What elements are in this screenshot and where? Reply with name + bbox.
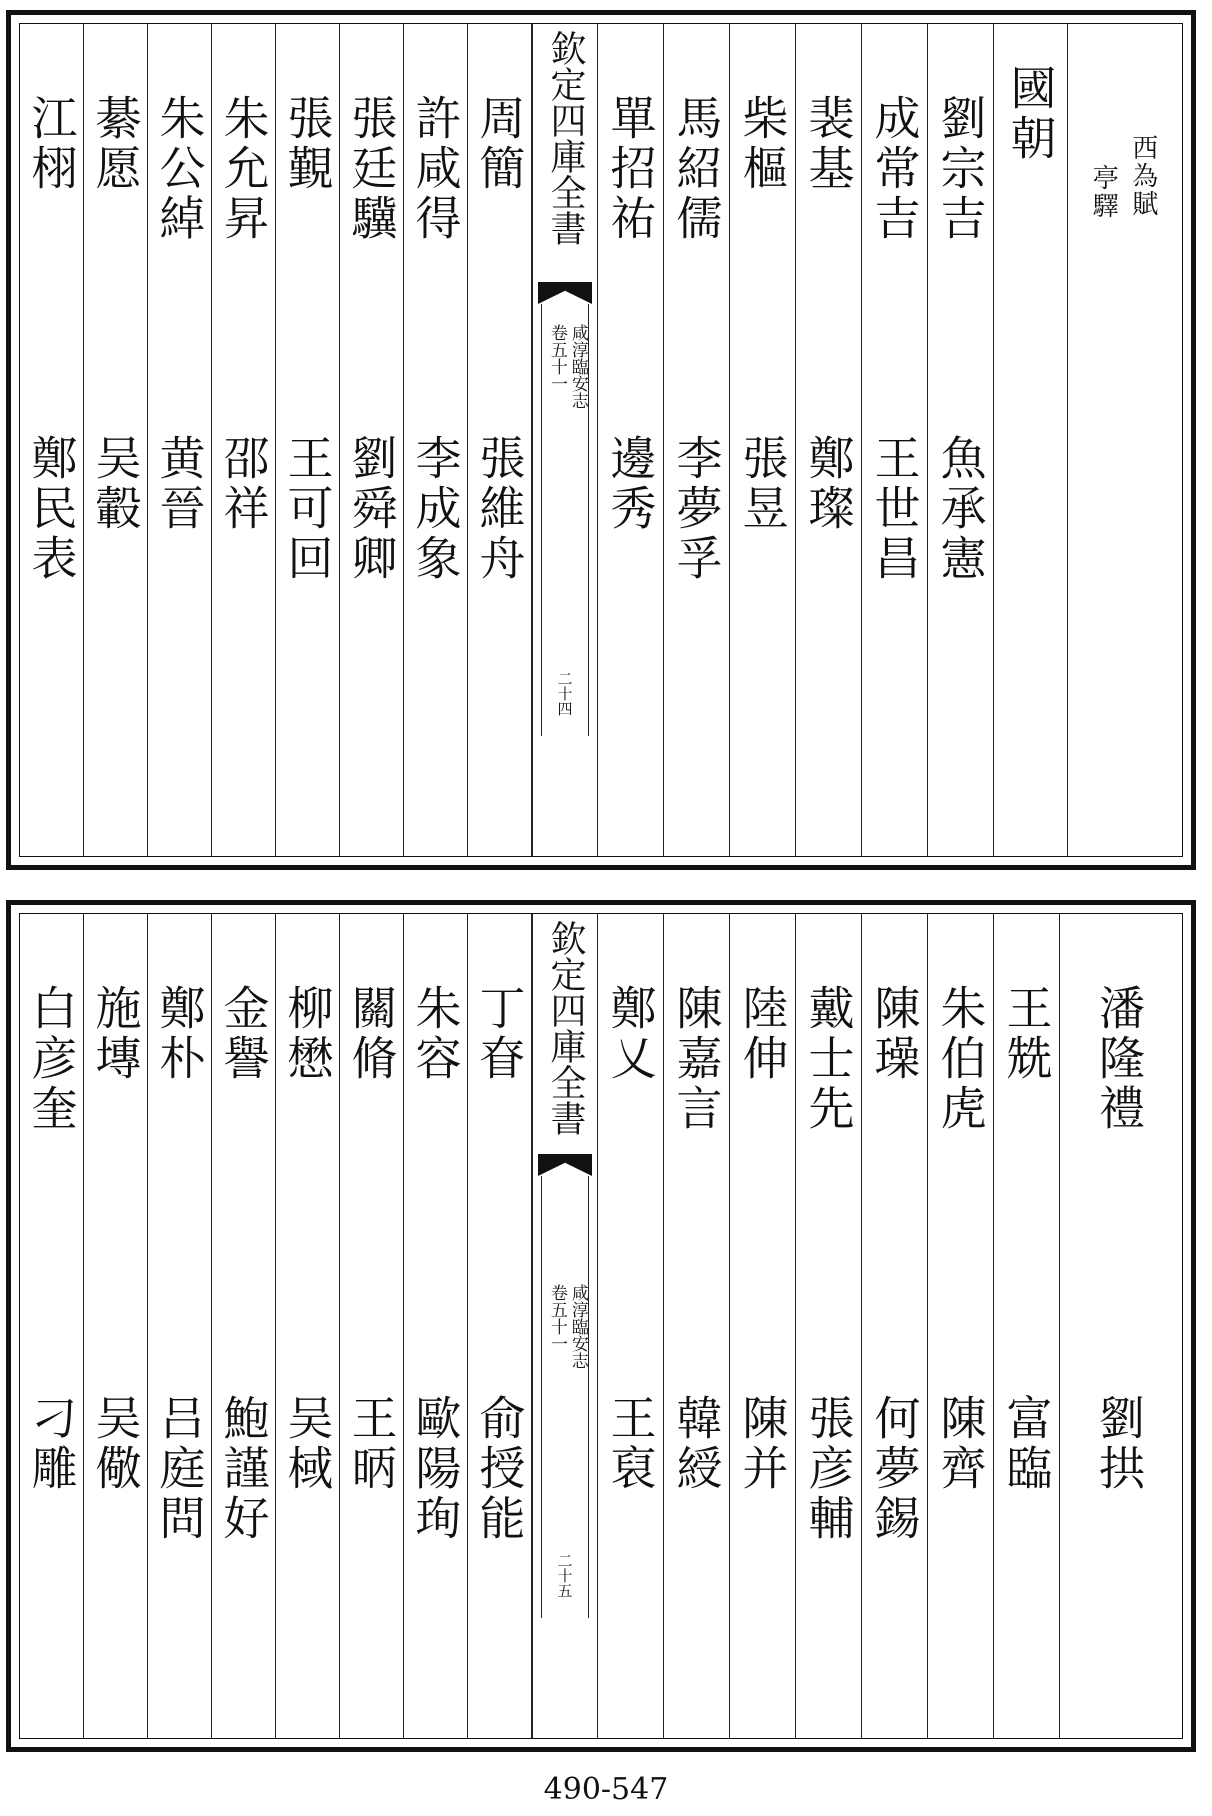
- name-column: [404, 914, 468, 1738]
- name-upper: 綦愿: [88, 94, 143, 194]
- name-upper: 丁眘: [472, 984, 527, 1084]
- name-lower: 張維舟: [472, 434, 527, 584]
- name-lower: 陳并: [735, 1394, 790, 1494]
- name-lower: 何夢錫: [867, 1394, 922, 1544]
- name-upper: 朱容: [408, 984, 463, 1084]
- name-column: [994, 914, 1060, 1738]
- name-upper: 關脩: [344, 984, 399, 1084]
- name-upper: 陸伸: [735, 984, 790, 1084]
- name-upper: 柳懋: [280, 984, 335, 1084]
- name-lower: 邵祥: [216, 434, 271, 534]
- book-title: 欽定四庫全書: [545, 30, 586, 246]
- name-lower: 鄭璨: [801, 434, 856, 534]
- name-column: [20, 24, 84, 856]
- name-column: [276, 24, 340, 856]
- name-lower: 吴棫: [280, 1394, 335, 1494]
- name-upper: 柴樞: [735, 94, 790, 194]
- name-column: [1060, 914, 1178, 1738]
- name-column: [862, 914, 928, 1738]
- name-upper: 成常吉: [867, 94, 922, 244]
- name-column: [730, 24, 796, 856]
- name-lower: 王昞: [344, 1394, 399, 1494]
- name-column: [340, 914, 404, 1738]
- name-upper: 周簡: [472, 94, 527, 194]
- name-column: [598, 24, 664, 856]
- name-column: [796, 24, 862, 856]
- name-upper: 潘隆禮: [1092, 984, 1146, 1134]
- name-upper: 張覲: [280, 94, 335, 194]
- name-lower: 李夢孚: [669, 434, 724, 584]
- name-upper: 裴基: [801, 94, 856, 194]
- name-column: [664, 914, 730, 1738]
- note-line: 西為賦: [1127, 134, 1158, 218]
- note-column: [1068, 24, 1178, 856]
- name-column: [276, 914, 340, 1738]
- name-lower: 富臨: [999, 1394, 1054, 1494]
- name-column: [928, 24, 994, 856]
- name-column: [598, 914, 664, 1738]
- name-upper: 施塼: [88, 984, 143, 1084]
- name-lower: 俞授能: [472, 1394, 527, 1544]
- name-column: [84, 24, 148, 856]
- name-upper: 王兟: [999, 984, 1054, 1084]
- volume-title: 咸淳臨安志: [567, 1284, 588, 1369]
- dynasty-heading: 國朝: [1003, 64, 1058, 164]
- leaf-number: 二十四: [555, 671, 574, 716]
- leaf-number: 二十五: [555, 1553, 574, 1598]
- volume-title: 咸淳臨安志: [567, 324, 588, 409]
- name-lower: 韓綬: [669, 1394, 724, 1494]
- name-upper: 金譽: [216, 984, 271, 1084]
- name-lower: 邊秀: [603, 434, 658, 534]
- name-lower: 張彦輔: [801, 1394, 856, 1544]
- fish-tail-mark: [538, 282, 592, 304]
- name-lower: 劉舜卿: [344, 434, 399, 584]
- name-upper: 馬紹儒: [669, 94, 724, 244]
- name-column: [212, 914, 276, 1738]
- book-title: 欽定四庫全書: [545, 920, 586, 1136]
- name-upper: 江栩: [24, 94, 79, 194]
- name-upper: 鄭朴: [152, 984, 207, 1084]
- name-lower: 刁雕: [24, 1394, 79, 1494]
- name-lower: 魚承憲: [933, 434, 988, 584]
- name-column: [212, 24, 276, 856]
- page-panel-top: [6, 10, 1196, 870]
- name-upper: 單招祐: [603, 94, 658, 244]
- name-upper: 朱公綽: [152, 94, 207, 244]
- name-column: [84, 914, 148, 1738]
- name-column: [20, 914, 84, 1738]
- center-column: [532, 24, 598, 856]
- page-frame-bottom: [19, 913, 1183, 1739]
- name-lower: 王世昌: [867, 434, 922, 584]
- heading-column: [994, 24, 1068, 856]
- name-lower: 吴轂: [88, 434, 143, 534]
- name-upper: 劉宗吉: [933, 94, 988, 244]
- name-upper: 戴士先: [801, 984, 856, 1134]
- name-upper: 陳璪: [867, 984, 922, 1084]
- name-lower: 鮑謹好: [216, 1394, 271, 1544]
- name-column: [468, 24, 532, 856]
- name-lower: 王裒: [603, 1394, 658, 1494]
- name-lower: 吕庭問: [152, 1394, 207, 1544]
- name-lower: 黄晉: [152, 434, 207, 534]
- center-strip: [541, 1176, 589, 1618]
- name-upper: 朱伯虎: [933, 984, 988, 1134]
- note-line: 亭驛: [1088, 164, 1119, 220]
- name-upper: 張廷驥: [344, 94, 399, 244]
- name-upper: 鄭乂: [603, 984, 658, 1084]
- name-column: [340, 24, 404, 856]
- center-column: [532, 914, 598, 1738]
- page-panel-bottom: [6, 900, 1196, 1752]
- name-upper: 陳嘉言: [669, 984, 724, 1134]
- name-lower: 陳齊: [933, 1394, 988, 1494]
- name-column: [148, 24, 212, 856]
- name-column: [404, 24, 468, 856]
- volume-number: 卷五十一: [546, 324, 567, 392]
- volume-number: 卷五十一: [546, 1284, 567, 1352]
- name-lower: 歐陽珣: [408, 1394, 463, 1544]
- name-column: [730, 914, 796, 1738]
- name-column: [862, 24, 928, 856]
- name-column: [664, 24, 730, 856]
- name-column: [148, 914, 212, 1738]
- name-lower: 王可回: [280, 434, 335, 584]
- name-lower: 鄭民表: [24, 434, 79, 584]
- name-upper: 朱允昇: [216, 94, 271, 244]
- name-lower: 李成象: [408, 434, 463, 584]
- volume-page-number: 490-547: [543, 1772, 669, 1807]
- page-frame-top: [19, 23, 1183, 857]
- name-lower: 劉拱: [1092, 1394, 1146, 1494]
- name-column: [796, 914, 862, 1738]
- fish-tail-mark: [538, 1154, 592, 1176]
- name-lower: 吴儆: [88, 1394, 143, 1494]
- name-column: [928, 914, 994, 1738]
- name-column: [468, 914, 532, 1738]
- name-upper: 白彦奎: [24, 984, 79, 1134]
- name-lower: 張昱: [735, 434, 790, 534]
- name-upper: 許咸得: [408, 94, 463, 244]
